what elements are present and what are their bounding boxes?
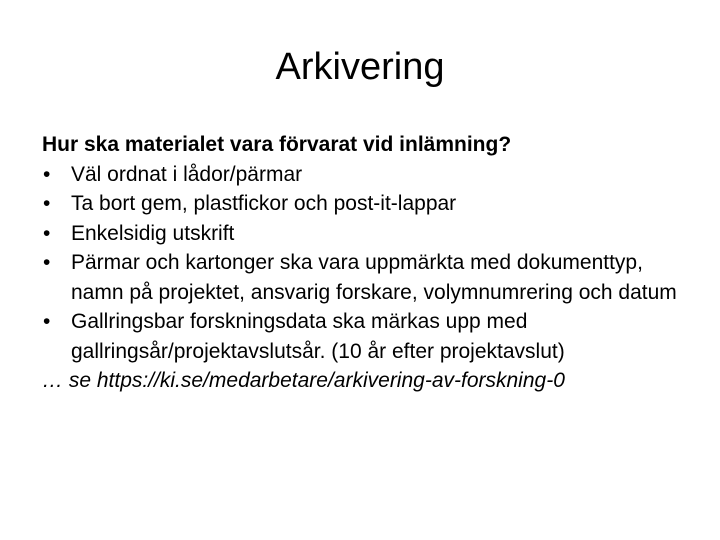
bullet-dot-icon: • <box>43 162 51 186</box>
bullet-item <box>42 189 692 219</box>
bullet-dot-icon: • <box>43 251 51 274</box>
bullet-dot-icon: • <box>43 310 51 333</box>
reference-link[interactable]: … se https://ki.se/medarbetare/arkivering-av-forskning-0 <box>42 369 565 392</box>
bullet-item <box>42 219 692 249</box>
bullet-text: Pärmar och kartonger ska vara uppmärkta med dokumenttyp, namn på projektet, ansvarig forskare, volymnumrering och datum <box>71 251 677 304</box>
bullet-dot-icon: • <box>43 221 51 245</box>
bullet-text: Väl ordnat i lådor/pärmar <box>71 162 303 186</box>
bullet-item <box>42 307 692 366</box>
slide-title: Arkivering <box>275 46 445 88</box>
bullet-item <box>42 248 692 307</box>
bullet-text: Enkelsidig utskrift <box>71 221 235 245</box>
section-heading: Hur ska materialet vara förvarat vid inlämning? <box>42 133 512 156</box>
bullet-text: Ta bort gem, plastfickor och post-it-lappar <box>71 192 457 215</box>
bullet-list <box>42 160 692 367</box>
bullet-dot-icon: • <box>43 192 51 215</box>
bullet-item <box>42 160 692 190</box>
bullet-text: Gallringsbar forskningsdata ska märkas upp med gallringsår/projektavslutsår. (10 år efter projektavslut) <box>71 310 565 363</box>
slide-body <box>42 130 692 396</box>
